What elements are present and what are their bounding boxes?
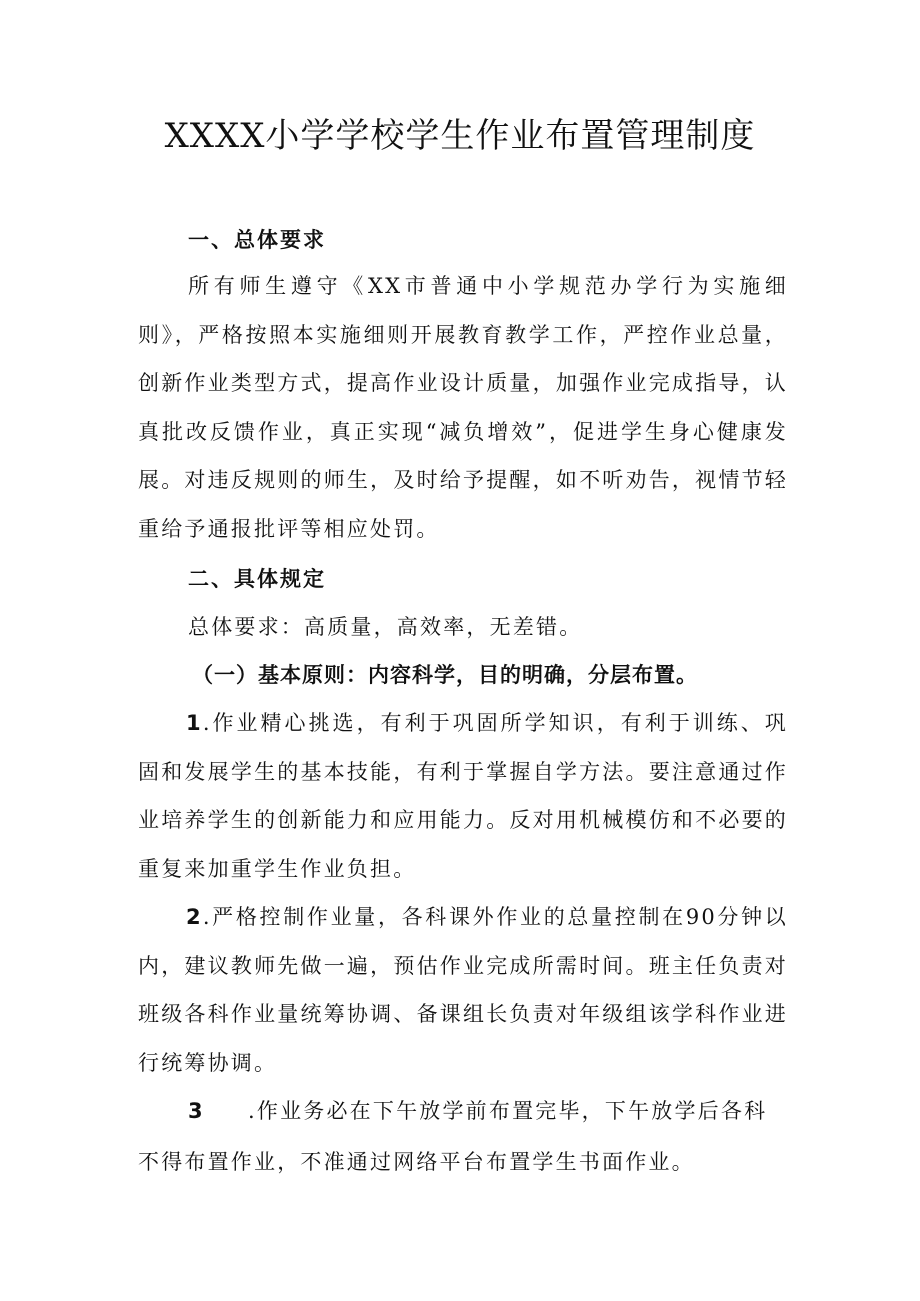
list-item-1-number: 1 (186, 711, 203, 735)
list-item-1-text: .作业精心挑选，有利于巩固所学知识，有利于训练、巩固和发展学生的基本技能，有利于掌握自学方法。要注意通过作业培养学生的创新能力和应用能力。反对用机械模仿和不必要的重复来加重学生作业负担。 (138, 711, 788, 881)
section-heading-general-requirements: 一、总体要求 (188, 228, 326, 252)
list-item-1 (138, 699, 788, 893)
subheading-basic-principles: （一）基本原则：内容科学，目的明确，分层布置。 (192, 663, 698, 687)
list-item-3-number: 3 (188, 1099, 205, 1123)
list-item-3-text-1: .作业务必在下午放学前布置完毕，下午放学后各科 (248, 1099, 768, 1123)
list-item-3-line-2: 不得布置作业，不准通过网络平台布置学生书面作业。 (138, 1150, 695, 1174)
section-heading-specific-rules: 二、具体规定 (188, 567, 326, 591)
document-title: XXXX小学学校学生作业布置管理制度 (164, 116, 756, 156)
paragraph-general-requirements: 所有师生遵守《XX市普通中小学规范办学行为实施细则》，严格按照本实施细则开展教育教学工作，严控作业总量，创新作业类型方式，提高作业设计质量，加强作业完成指导，认真批改反馈作业，真正实现“减负增效”，促进学生身心健康发展。对违反规则的师生，及时给予提醒，如不听劝告，视情节轻重给予通报批评等相应处罚。 (138, 274, 788, 541)
overview-requirements: 总体要求：高质量，高效率，无差错。 (188, 615, 583, 639)
list-item-2 (138, 893, 788, 1087)
list-item-2-number: 2 (186, 905, 203, 929)
list-item-3-line-1 (188, 1095, 767, 1127)
list-item-2-text: .严格控制作业量，各科课外作业的总量控制在90分钟以内，建议教师先做一遍，预估作业完成所需时间。班主任负责对班级各科作业量统筹协调、备课组长负责对年级组该学科作业进行统筹协调。 (138, 905, 788, 1075)
